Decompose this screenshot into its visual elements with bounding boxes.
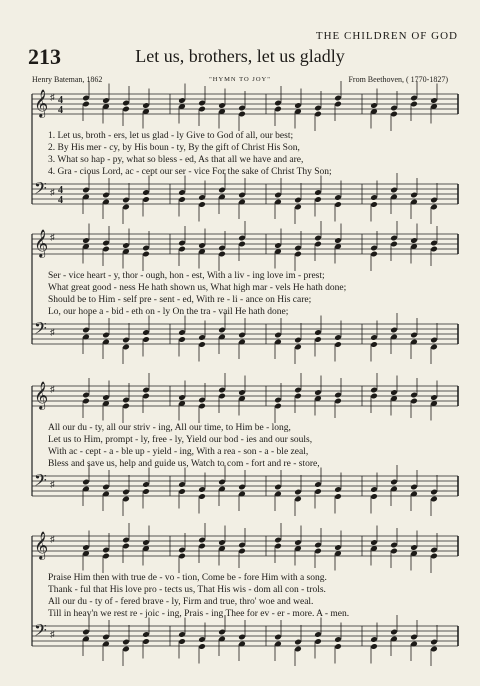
treble-clef-icon: 𝄞 (34, 91, 49, 117)
lyric-line-s2-v3: Should be to Him - self pre - sent - ed, With re - li - ance on His care; (48, 295, 312, 305)
section-heading: THE CHILDREN OF GOD (315, 30, 458, 42)
author-credit: Henry Bateman, 1862 (32, 75, 103, 84)
sharp-icon: ♯ (50, 327, 55, 337)
bass-clef-icon: 𝄢 (34, 622, 47, 644)
bass-clef-icon: 𝄢 (34, 180, 47, 202)
treble-clef-icon: 𝄞 (34, 383, 49, 409)
lyric-line-s2-v1: Ser - vice heart - y, thor - ough, hon - est, With a liv - ing love im - prest; (48, 271, 325, 281)
lyric-line-s3-v2: Let us to Him, prompt - ly, free - ly, Yield our bod - ies and our souls, (48, 435, 313, 445)
lyric-line-s3-v3: With ac - cept - a - ble up - yield - ing, With a rea - son - a - ble zeal, (48, 447, 309, 457)
lyric-line-s1-v3: 3. What so hap - py, what so bless - ed, As that all we have and are, (48, 155, 304, 165)
lyric-line-s2-v4: Lo, our hope a - bid - eth on - ly On the tra - vail He hath done; (48, 307, 289, 317)
hymn-title: Let us, brothers, let us gladly (135, 46, 345, 66)
time-signature: 4 (58, 95, 63, 106)
time-signature: 4 (58, 195, 63, 206)
time-signature: 4 (58, 185, 63, 196)
time-signature: 4 (58, 105, 63, 116)
lyric-line-s4-v4: Till in heav'n we rest re - joic - ing, Prais - ing Thee for ev - er - more. A - men. (48, 609, 350, 619)
bass-clef-icon: 𝄢 (34, 472, 47, 494)
hymn-number: 213 (28, 44, 61, 69)
lyric-line-s4-v1: Praise Him then with true de - vo - tion, Come be - fore Him with a song. (48, 573, 327, 583)
lyric-line-s1-v4: 4. Gra - cious Lord, ac - cept our ser - vice For the sake of Christ Thy Son; (48, 167, 332, 177)
treble-clef-icon: 𝄞 (34, 533, 49, 559)
lyric-line-s4-v2: Thank - ful that His love pro - tects us, That His wis - dom all con - trols. (48, 585, 326, 595)
lyric-line-s2-v2: What great good - ness He hath shown us, What high mar - vels He hath done; (48, 283, 347, 293)
sharp-icon: ♯ (50, 479, 55, 489)
sharp-icon: ♯ (50, 384, 55, 394)
lyric-line-s3-v4: Bless and save us, help and guide us, Watch to com - fort and re - store, (48, 459, 320, 469)
sharp-icon: ♯ (50, 232, 55, 242)
lyric-line-s3-v1: All our du - ty, all our striv - ing, All our time, to Him be - long, (48, 423, 291, 433)
lyric-line-s1-v2: 2. By His mer - cy, by His boun - ty, By the gift of Christ His Son, (48, 143, 300, 153)
lyric-line-s1-v1: 1. Let us, broth - ers, let us glad - ly Give to God of all, our best; (48, 131, 294, 141)
sharp-icon: ♯ (50, 534, 55, 544)
sharp-icon: ♯ (50, 629, 55, 639)
bass-clef-icon: 𝄢 (34, 320, 47, 342)
tune-name: "HYMN TO JOY" (209, 76, 271, 83)
sharp-icon: ♯ (50, 92, 55, 102)
lyric-line-s4-v3: All our du - ty of - fered brave - ly, Firm and true, thro' woe and weal. (48, 597, 314, 607)
sharp-icon: ♯ (50, 187, 55, 197)
treble-clef-icon: 𝄞 (34, 231, 49, 257)
composer-credit: From Beethoven, ( 1770-1827) (348, 75, 448, 84)
